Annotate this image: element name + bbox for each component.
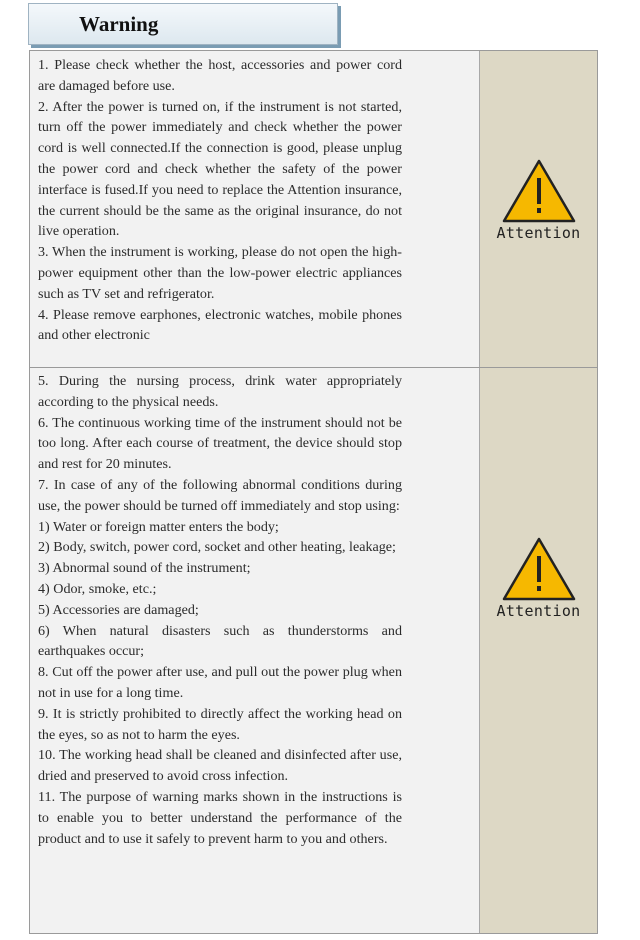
paragraph: 4. Please remove earphones, electronic watches, mobile phones and other electronic (38, 306, 402, 344)
paragraph: 4) Odor, smoke, etc.; (38, 580, 157, 597)
warning-title-tab (28, 3, 338, 45)
paragraph: 1. Please check whether the host, accessories and power cord are damaged before use. (38, 57, 402, 94)
section-2-text (38, 371, 402, 849)
attention-panel-2 (479, 368, 597, 933)
attention-badge (480, 158, 597, 242)
warning-triangle-icon (501, 158, 577, 224)
paragraph: 8. Cut off the power after use, and pull out the power plug when not in use for a long time. (38, 664, 402, 701)
paragraph: 6) When natural disasters such as thunderstorms and earthquakes occur; (38, 622, 402, 660)
paragraph: 2. After the power is turned on, if the instrument is not started, turn off the power immediately and check whether the power cord is well connected.If the connection is good, please unplug the power cord and check whether the safety of the power interface is fused.If you need to replace the Attention insurance, the current should be the same as the original insurance, do not live operation. (38, 98, 402, 240)
paragraph: 9. It is strictly prohibited to directly affect the working head on the eyes, so as not to harm the eyes. (38, 705, 402, 743)
section-1-text (38, 55, 402, 346)
paragraph: 5) Accessories are damaged; (38, 601, 199, 618)
paragraph: 3) Abnormal sound of the instrument; (38, 560, 251, 577)
attention-label: Attention (496, 224, 581, 242)
paragraph: 11. The purpose of warning marks shown in the instructions is to enable you to better understand the performance of the product and to use it safely to prevent harm to you and others. (38, 788, 402, 847)
paragraph: 6. The continuous working time of the instrument should not be too long. After each course of treatment, the device should stop and rest for 20 minutes. (38, 414, 402, 473)
paragraph: 5. During the nursing process, drink water appropriately according to the physical needs. (38, 373, 402, 410)
paragraph: 1) Water or foreign matter enters the body; (38, 518, 279, 535)
paragraph: 2) Body, switch, power cord, socket and other heating, leakage; (38, 539, 396, 556)
warning-section-2 (29, 367, 598, 934)
paragraph: 7. In case of any of the following abnormal conditions during use, the power should be turned off immediately and stop using: (38, 476, 402, 514)
warning-section-1 (29, 50, 598, 368)
page-title: Warning (79, 12, 159, 36)
paragraph: 10. The working head shall be cleaned and disinfected after use, dried and preserved to avoid cross infection. (38, 747, 402, 785)
paragraph: 3. When the instrument is working, please do not open the high-power equipment other than the low-power electric appliances such as TV set and refrigerator. (38, 244, 402, 302)
attention-badge (480, 536, 597, 620)
attention-label: Attention (496, 602, 581, 620)
attention-panel-1 (479, 51, 597, 367)
warning-triangle-icon (501, 536, 577, 602)
